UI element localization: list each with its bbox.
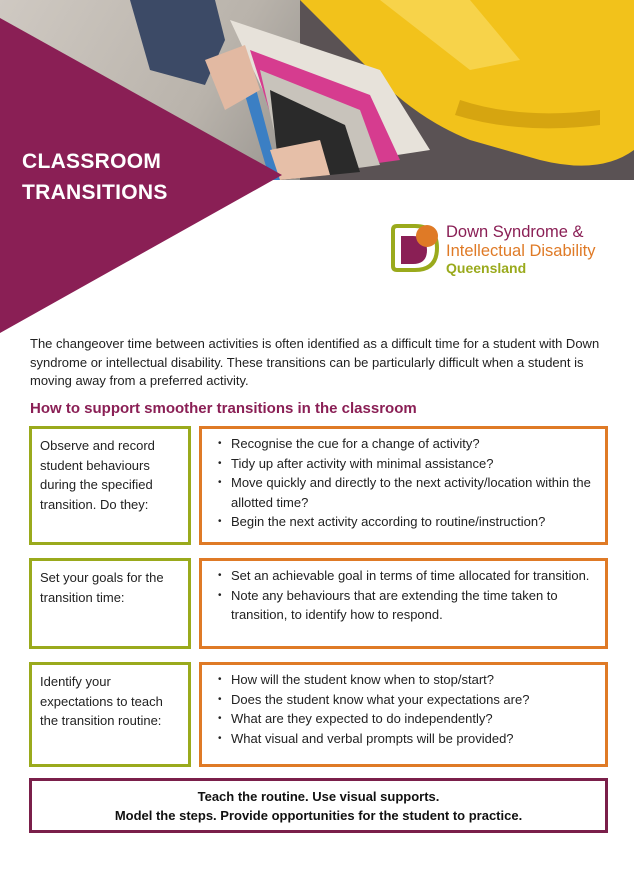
key-message-box [29, 778, 608, 833]
organisation-logo [389, 222, 619, 278]
prompt-box-goals: Set your goals for the transition time: [29, 558, 191, 649]
page-title [22, 146, 222, 208]
title-line-1: CLASSROOM [22, 150, 162, 173]
prompt-box-observe: Observe and record student behaviours during the specified transition. Do they: [29, 426, 191, 545]
list-item: • Note any behaviours that are extending the time taken to transition, to identify how to respond. [214, 586, 595, 625]
bullet-list [214, 670, 595, 748]
list-item: • Tidy up after activity with minimal assistance? [214, 454, 595, 474]
list-item: • Move quickly and directly to the next activity/location within the allotted time? [214, 473, 595, 512]
list-item: • Set an achievable goal in terms of time allocated for transition. [214, 566, 595, 586]
bullet-list [214, 434, 595, 532]
items-box-expectations [199, 662, 608, 767]
items-box-observe [199, 426, 608, 545]
list-item: • What are they expected to do independently? [214, 709, 595, 729]
logo-text-line-1: Down Syndrome & [446, 223, 584, 241]
items-box-goals [199, 558, 608, 649]
list-item: • Begin the next activity according to routine/instruction? [214, 512, 595, 532]
list-item: • What visual and verbal prompts will be provided? [214, 729, 595, 749]
list-item: • How will the student know when to stop/start? [214, 670, 595, 690]
list-item: • Does the student know what your expectations are? [214, 690, 595, 710]
logo-text-line-3: Queensland [446, 260, 527, 276]
prompt-box-expectations: Identify your expectations to teach the transition routine: [29, 662, 191, 767]
section-heading: How to support smoother transitions in the classroom [30, 400, 417, 417]
intro-paragraph: The changeover time between activities is often identified as a difficult time for a student with Down syndrome or intellectual disability. These transitions can be particularly difficult when a student is moving away from a preferred activity. [30, 336, 600, 388]
key-message-line-2: Model the steps. Provide opportunities for the student to practice. [114, 808, 523, 823]
title-line-2: TRANSITIONS [22, 181, 168, 204]
logo-text-line-2: Intellectual Disability [446, 242, 596, 260]
bullet-list [214, 566, 595, 625]
list-item: • Recognise the cue for a change of activity? [214, 434, 595, 454]
dsq-logo-icon [389, 222, 441, 274]
key-message-line-1: Teach the routine. Use visual supports. [197, 789, 440, 804]
